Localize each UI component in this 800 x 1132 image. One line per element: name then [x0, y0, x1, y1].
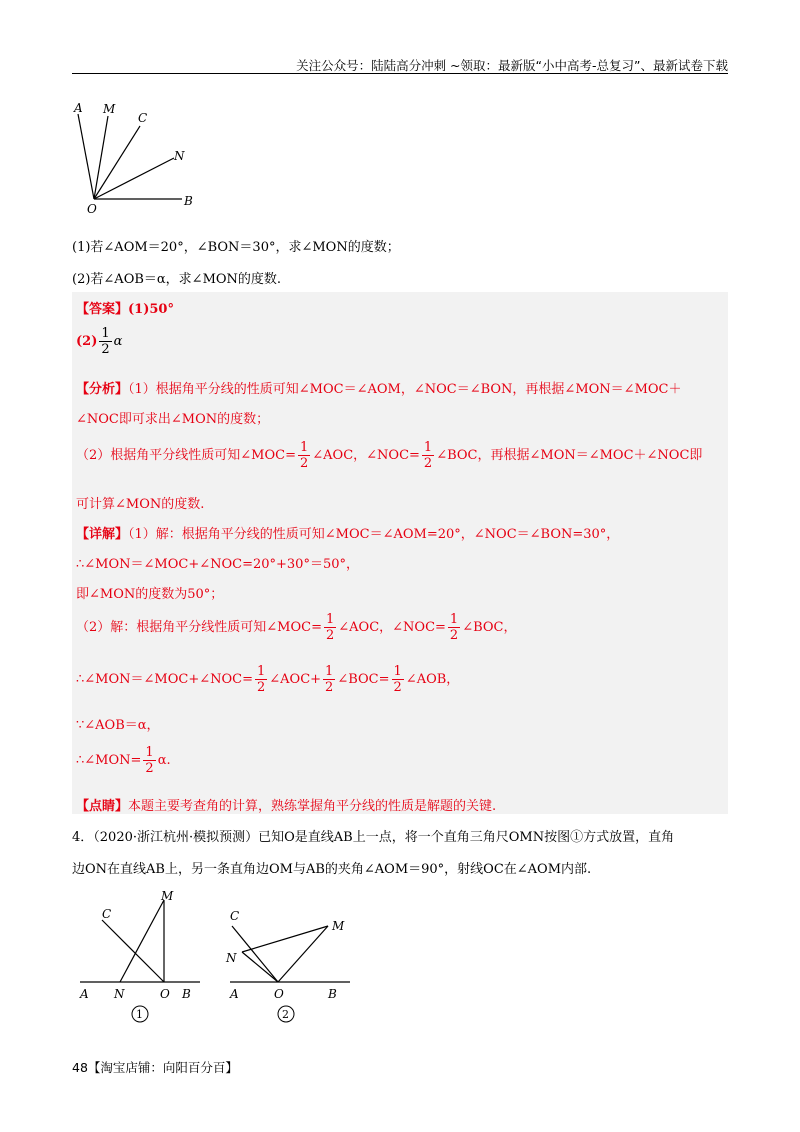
- analysis-tag: 【分析】: [76, 382, 129, 397]
- header-divider: [72, 73, 728, 74]
- problem4-line2: 边ON在直线AB上，另一条直角边OM与AB的夹角∠AOM＝90°，射线OC在∠AOM内部.: [72, 862, 592, 877]
- figure-angle-rays: [70, 100, 210, 218]
- label-M: M: [103, 102, 116, 116]
- fig2-label-O: O: [274, 987, 284, 1001]
- fig2-label-N: N: [226, 951, 237, 965]
- comment-line: 【点睛】本题主要考查角的计算，熟练掌握角平分线的性质是解题的关键.: [76, 799, 497, 814]
- fig1-label-B: B: [182, 987, 191, 1001]
- figure-triangle-1: [74, 890, 204, 1030]
- analysis-line1: 【分析】（1）根据角平分线的性质可知∠MOC＝∠AOM，∠NOC＝∠BON，再根据∠MON＝∠MOC＋: [76, 382, 682, 397]
- detail-line4: （2）解：根据角平分线性质可知∠MOC= $\frac{1}{2}$ ∠AOC，∠NOC= $\frac{1}{2}$ ∠BOC，: [76, 612, 517, 643]
- question-part2: (2)若∠AOB＝α，求∠MON的度数.: [72, 272, 282, 287]
- answer-line2: (2) $\frac{1}{2}$ α: [76, 326, 123, 357]
- fig2-label-M: M: [332, 919, 345, 933]
- problem4-line1: 4．（2020·浙江杭州·模拟预测）已知O是直线AB上一点，将一个直角三角尺OMN按图①方式放置，直角: [72, 830, 675, 845]
- fig2-label-C: C: [230, 909, 240, 923]
- fig1-label-C: C: [102, 907, 112, 921]
- detail-line7: ∴∠MON= $\frac{1}{2}$ α.: [76, 745, 171, 776]
- label-B: B: [184, 194, 193, 208]
- fig1-label-N: N: [114, 987, 125, 1001]
- fig1-label-O: O: [160, 987, 170, 1001]
- page-header: 关注公众号：陆陆高分冲刺 ~领取：最新版“小中高考-总复习”、最新试卷下载: [296, 58, 728, 73]
- answer-tag: 【答案】: [76, 302, 129, 317]
- detail-line1: 【详解】（1）解：根据角平分线的性质可知∠MOC＝∠AOM=20°，∠NOC＝∠BON=30°，: [76, 527, 620, 542]
- fig1-caption: 1: [136, 1008, 143, 1021]
- label-O: O: [87, 202, 97, 216]
- comment-tag: 【点睛】: [76, 799, 129, 814]
- question-part1: (1)若∠AOM＝20°，∠BON＝30°，求∠MON的度数；: [72, 240, 400, 255]
- fig2-caption: 2: [282, 1008, 289, 1021]
- detail-line5: ∴∠MON＝∠MOC+∠NOC= $\frac{1}{2}$ ∠AOC+ $\frac{1}{2}$ ∠BOC= $\frac{1}{2}$ ∠AOB，: [76, 664, 460, 695]
- fig1-label-A: A: [80, 987, 89, 1001]
- analysis-line3: （2）根据角平分线性质可知∠MOC= $\frac{1}{2}$ ∠AOC，∠NOC= $\frac{1}{2}$ ∠BOC，再根据∠MON＝∠MOC＋∠NOC即: [76, 440, 703, 471]
- detail-line3: 即∠MON的度数为50°；: [76, 587, 224, 602]
- detail-line6: ∵∠AOB＝α，: [76, 718, 160, 733]
- answer-line1: 【答案】(1)50°: [76, 302, 174, 317]
- analysis-line2: ∠NOC即可求出∠MON的度数；: [76, 412, 270, 427]
- label-N: N: [174, 149, 185, 163]
- fig2-label-B: B: [328, 987, 337, 1001]
- detail-tag: 【详解】: [76, 527, 129, 542]
- label-A: A: [74, 101, 83, 115]
- fig2-label-A: A: [230, 987, 239, 1001]
- label-C: C: [138, 111, 148, 125]
- page-footer: [72, 1058, 238, 1076]
- analysis-line4: 可计算∠MON的度数.: [76, 497, 205, 512]
- page-number: 48: [72, 1060, 88, 1075]
- detail-line2: ∴∠MON＝∠MOC+∠NOC=20°+30°＝50°，: [76, 557, 359, 572]
- fig1-label-M: M: [161, 890, 174, 903]
- figure-triangle-2: [224, 900, 364, 1030]
- footer-shop: 【淘宝店铺：向阳百分百】: [87, 1060, 238, 1075]
